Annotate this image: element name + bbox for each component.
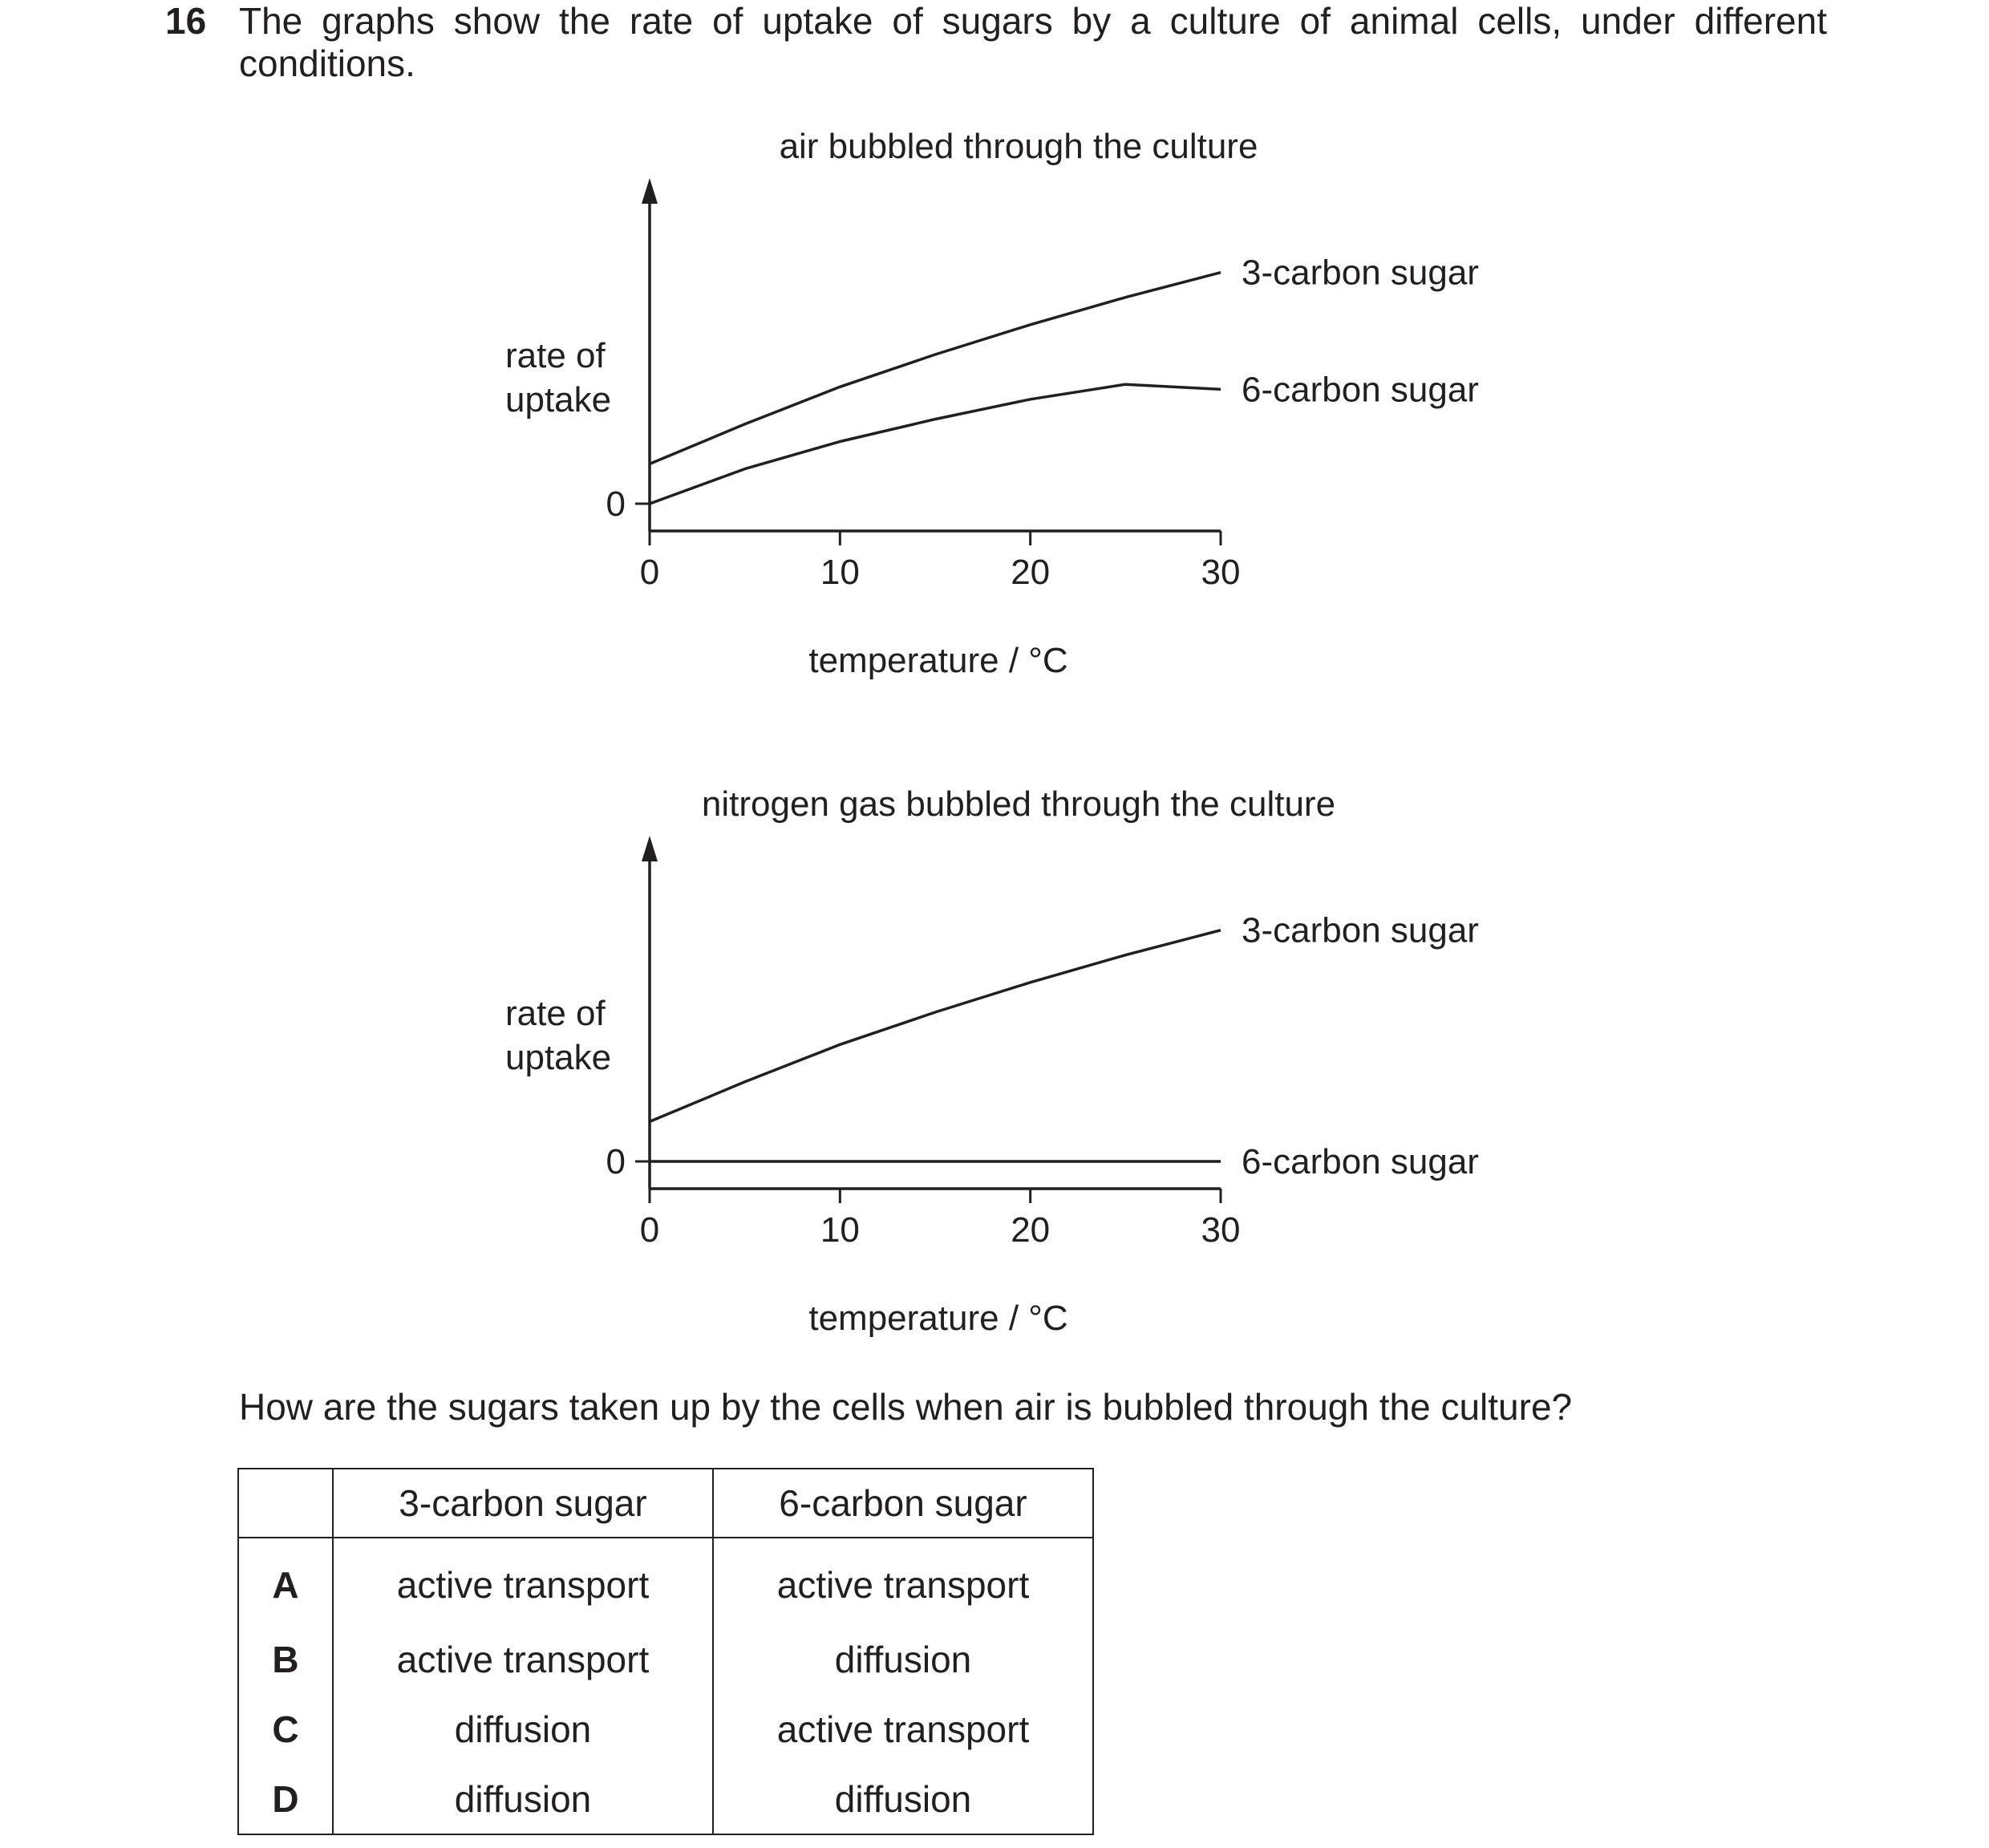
option-letter: A (238, 1538, 333, 1624)
y-axis-arrow (642, 178, 658, 204)
option-row-b[interactable] (238, 1624, 1093, 1694)
x-tick-label: 10 (820, 553, 860, 592)
x-axis-label: temperature / °C (808, 641, 1068, 680)
series-3-carbon-line (650, 930, 1221, 1122)
x-tick-label: 20 (1011, 553, 1051, 592)
option-3-carbon: diffusion (333, 1764, 713, 1834)
y-axis-label: rate of uptake (505, 336, 612, 419)
x-tick-label: 10 (820, 1210, 860, 1250)
graph-air (0, 0, 1989, 722)
option-6-carbon: diffusion (713, 1624, 1093, 1694)
x-tick-label: 20 (1011, 1210, 1051, 1250)
series-3-carbon-label: 3-carbon sugar (1242, 253, 1479, 293)
question-text: The graphs show the rate of uptake of sugars by a culture of animal cells, under different conditions. (239, 0, 1827, 84)
x-tick-label: 30 (1201, 1210, 1241, 1250)
graph-nitrogen (0, 658, 1989, 1380)
option-letter: B (238, 1624, 333, 1694)
option-row-a[interactable] (238, 1538, 1093, 1624)
y-axis-label: rate of uptake (505, 994, 612, 1077)
option-3-carbon: active transport (333, 1538, 713, 1624)
option-6-carbon: active transport (713, 1538, 1093, 1624)
x-axis-label: temperature / °C (808, 1299, 1068, 1338)
y-axis-arrow (642, 836, 658, 861)
answer-options-table (237, 1468, 1094, 1835)
series-6-carbon-line (650, 384, 1221, 504)
chart-title: nitrogen gas bubbled through the culture (701, 784, 1336, 824)
series-3-carbon-label: 3-carbon sugar (1242, 910, 1479, 950)
y-tick-label: 0 (606, 1142, 626, 1181)
x-tick-label: 0 (639, 553, 660, 592)
y-tick-label: 0 (606, 484, 626, 524)
chart-title: air bubbled through the culture (779, 127, 1258, 166)
option-6-carbon: active transport (713, 1694, 1093, 1764)
x-tick-label: 30 (1201, 553, 1241, 592)
option-row-d[interactable] (238, 1764, 1093, 1834)
series-6-carbon-label: 6-carbon sugar (1242, 370, 1479, 410)
option-row-c[interactable] (238, 1694, 1093, 1764)
table-header-row (238, 1469, 1093, 1538)
x-tick-label: 0 (639, 1210, 660, 1250)
option-letter: D (238, 1764, 333, 1834)
option-3-carbon: diffusion (333, 1694, 713, 1764)
question-number: 16 (165, 0, 207, 42)
table-header-3-carbon: 3-carbon sugar (333, 1469, 713, 1538)
question-prompt: How are the sugars taken up by the cells when air is bubbled through the culture? (239, 1386, 1573, 1428)
option-6-carbon: diffusion (713, 1764, 1093, 1834)
table-header-6-carbon: 6-carbon sugar (713, 1469, 1093, 1538)
option-3-carbon: active transport (333, 1624, 713, 1694)
series-3-carbon-line (650, 273, 1221, 464)
series-6-carbon-label: 6-carbon sugar (1242, 1142, 1479, 1181)
table-header-corner (238, 1469, 333, 1538)
option-letter: C (238, 1694, 333, 1764)
